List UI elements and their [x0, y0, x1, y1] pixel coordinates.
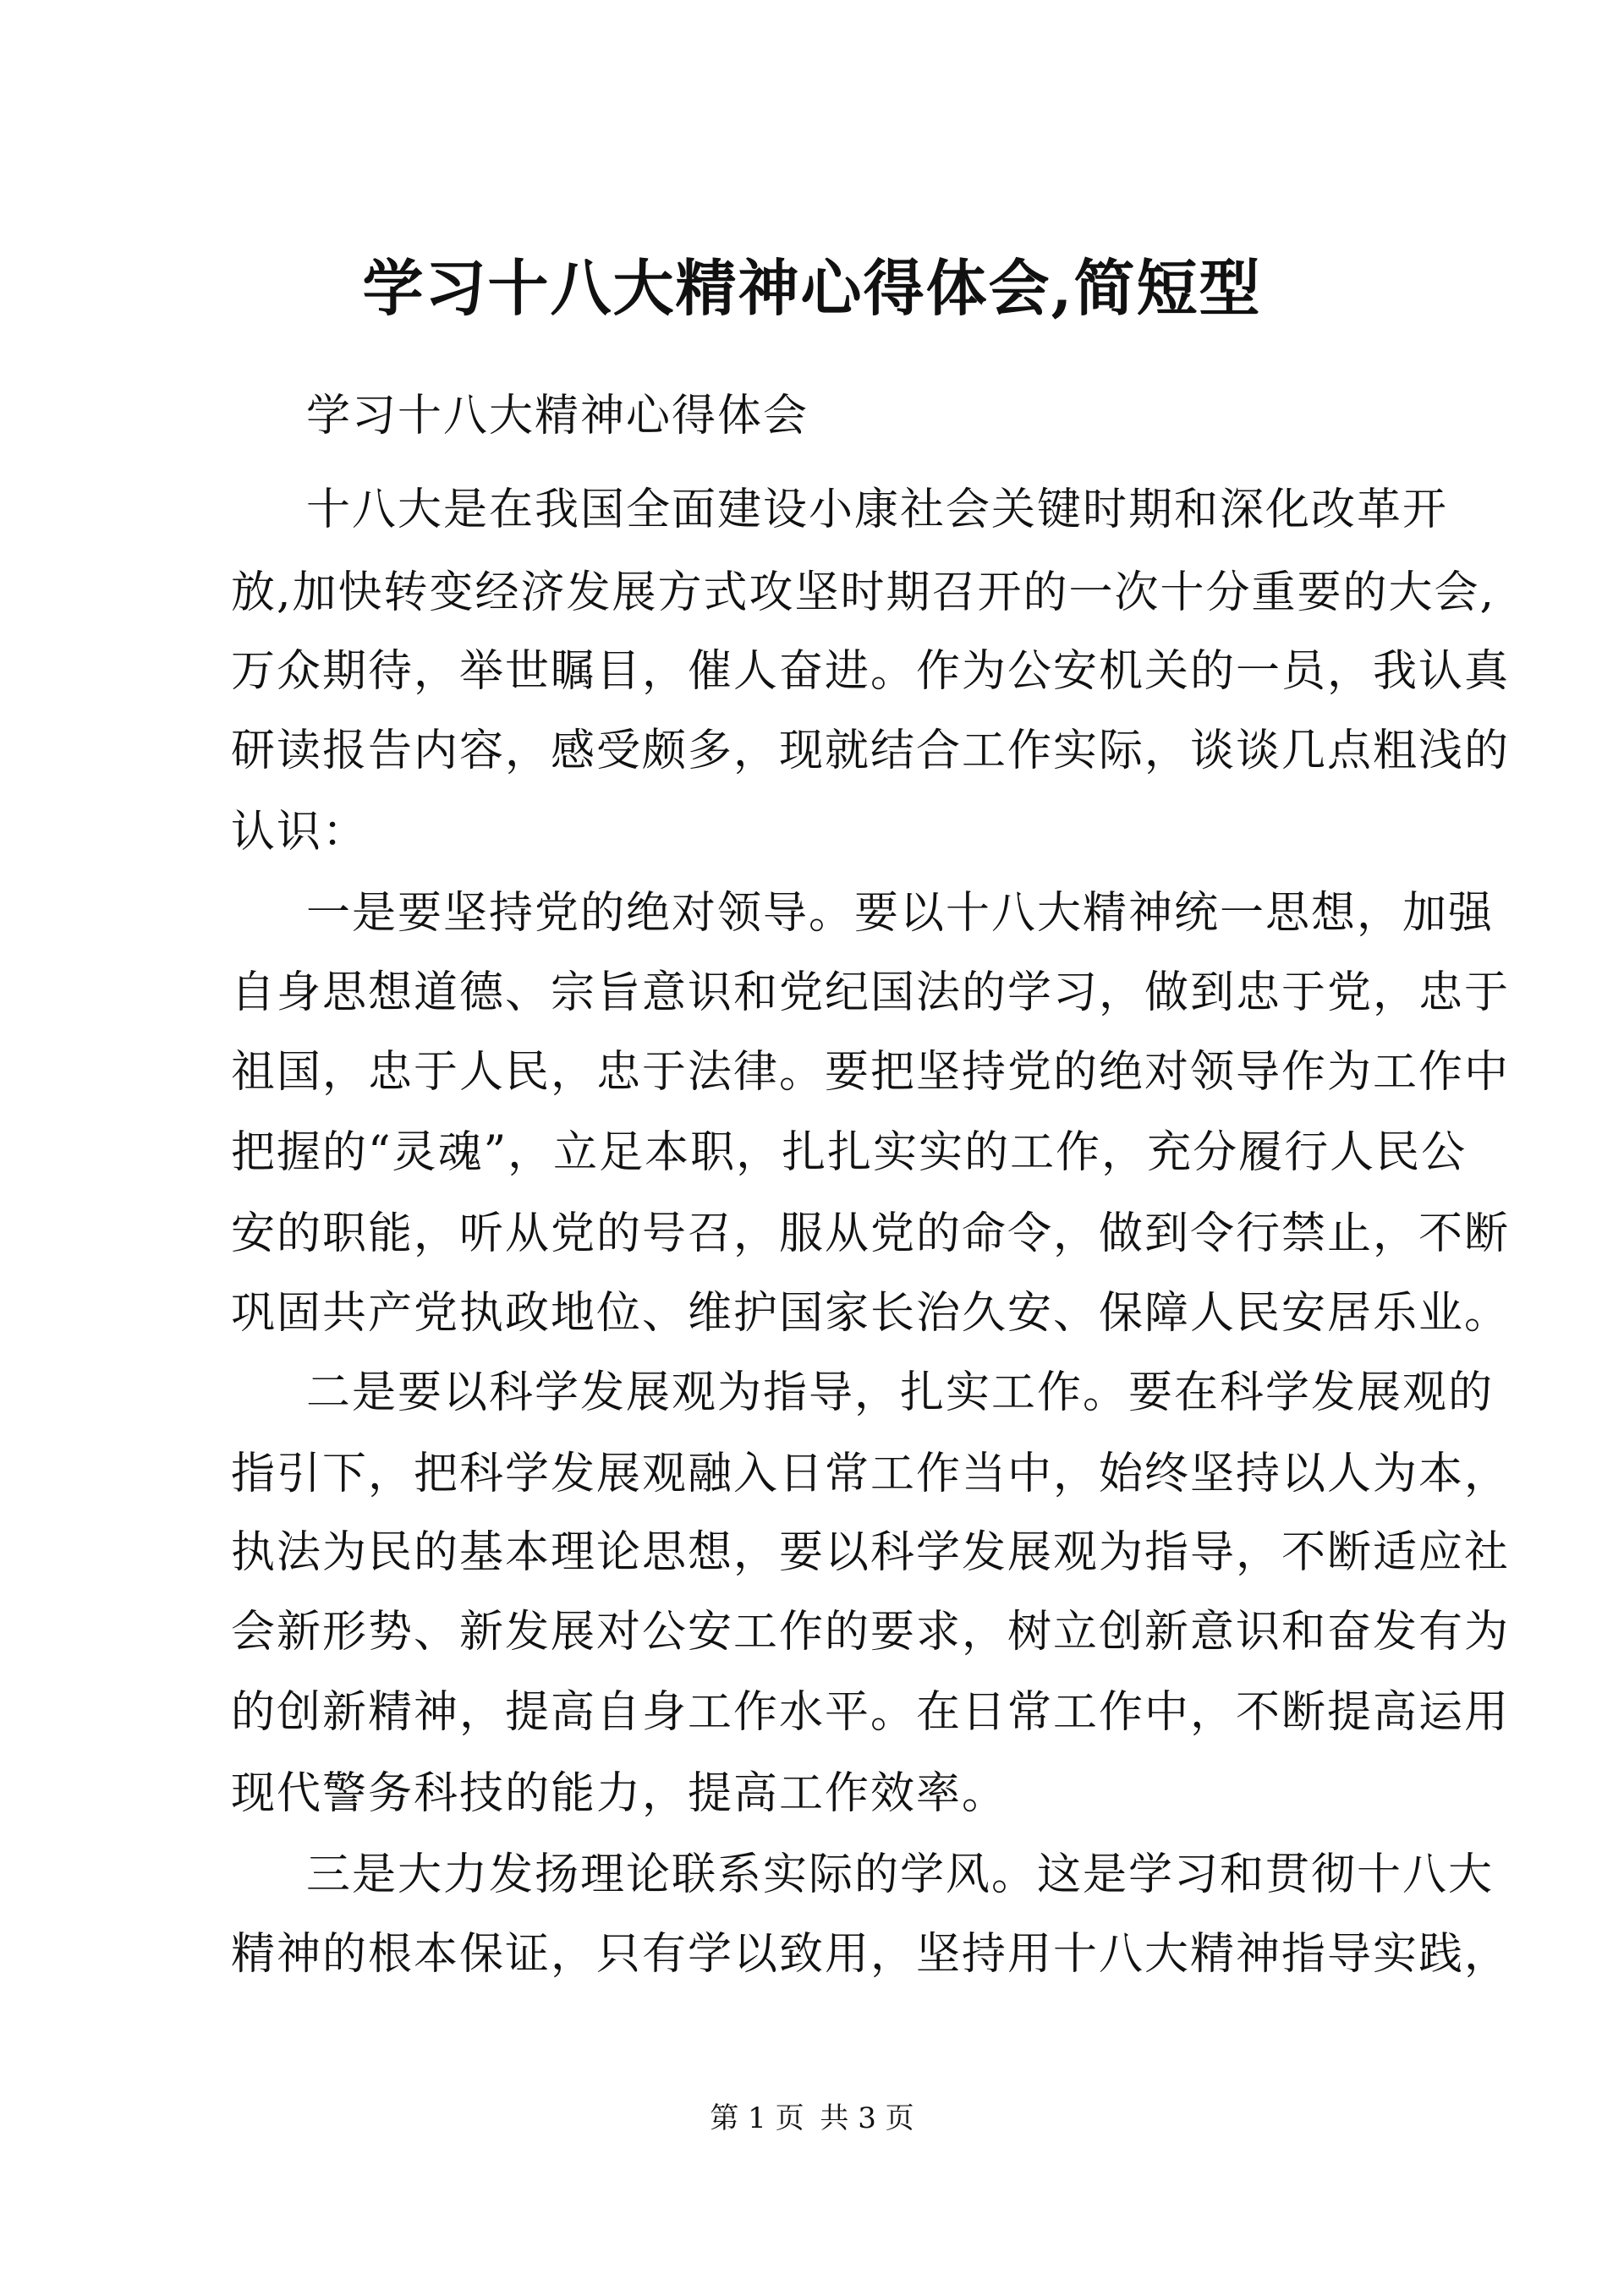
paragraph-line: 的创新精神，提高自身工作水平。在日常工作中，不断提高运用 [231, 1687, 1511, 1738]
document-title: 学习十八大精神心得体会,简短型 [362, 252, 1262, 324]
paragraph-line: 三是大力发扬理论联系实际的学风。这是学习和贯彻十八大 [306, 1849, 1495, 1900]
paragraph-line: 万众期待，举世瞩目，催人奋进。作为公安机关的一员，我认真 [231, 646, 1511, 697]
paragraph-line: 一是要坚持党的绝对领导。要以十八大精神统一思想，加强 [306, 888, 1495, 939]
paragraph-line: 认识： [231, 807, 369, 858]
paragraph-line: 现代警务科技的能力，提高工作效率。 [231, 1768, 1008, 1819]
paragraph-line: 祖国，忠于人民，忠于法律。要把坚持党的绝对领导作为工作中 [231, 1047, 1511, 1098]
paragraph-line: 安的职能，听从党的号召，服从党的命令，做到令行禁止，不断 [231, 1208, 1511, 1259]
page-total: 共 3 页 [820, 2101, 914, 2135]
document-subtitle: 学习十八大精神心得体会 [306, 391, 809, 441]
paragraph-line: 执法为民的基本理论思想，要以科学发展观为指导，不断适应社 [231, 1527, 1511, 1578]
paragraph-line: 会新形势、新发展对公安工作的要求，树立创新意识和奋发有为 [231, 1607, 1511, 1658]
paragraph-line: 十八大是在我国全面建设小康社会关键时期和深化改革开 [306, 485, 1449, 535]
paragraph-line: 二是要以科学发展观为指导，扎实工作。要在科学发展观的 [306, 1367, 1495, 1418]
paragraph-line: 自身思想道德、宗旨意识和党纪国法的学习，做到忠于党，忠于 [231, 967, 1511, 1018]
paragraph-line: 精神的根本保证，只有学以致用，坚持用十八大精神指导实践， [231, 1929, 1511, 1980]
paragraph-line: 把握的“灵魂”，立足本职，扎扎实实的工作，充分履行人民公 [231, 1127, 1468, 1178]
page-number: 第 1 页 [710, 2101, 804, 2135]
paragraph-line: 指引下，把科学发展观融入日常工作当中，始终坚持以人为本， [231, 1449, 1511, 1499]
paragraph-line: 研读报告内容，感受颇多，现就结合工作实际，谈谈几点粗浅的 [231, 726, 1511, 776]
paragraph-line: 放,加快转变经济发展方式攻坚时期召开的一次十分重要的大会, [231, 567, 1496, 618]
paragraph-line: 巩固共产党执政地位、维护国家长治久安、保障人民安居乐业。 [231, 1288, 1511, 1339]
page-footer [0, 2097, 1624, 2140]
